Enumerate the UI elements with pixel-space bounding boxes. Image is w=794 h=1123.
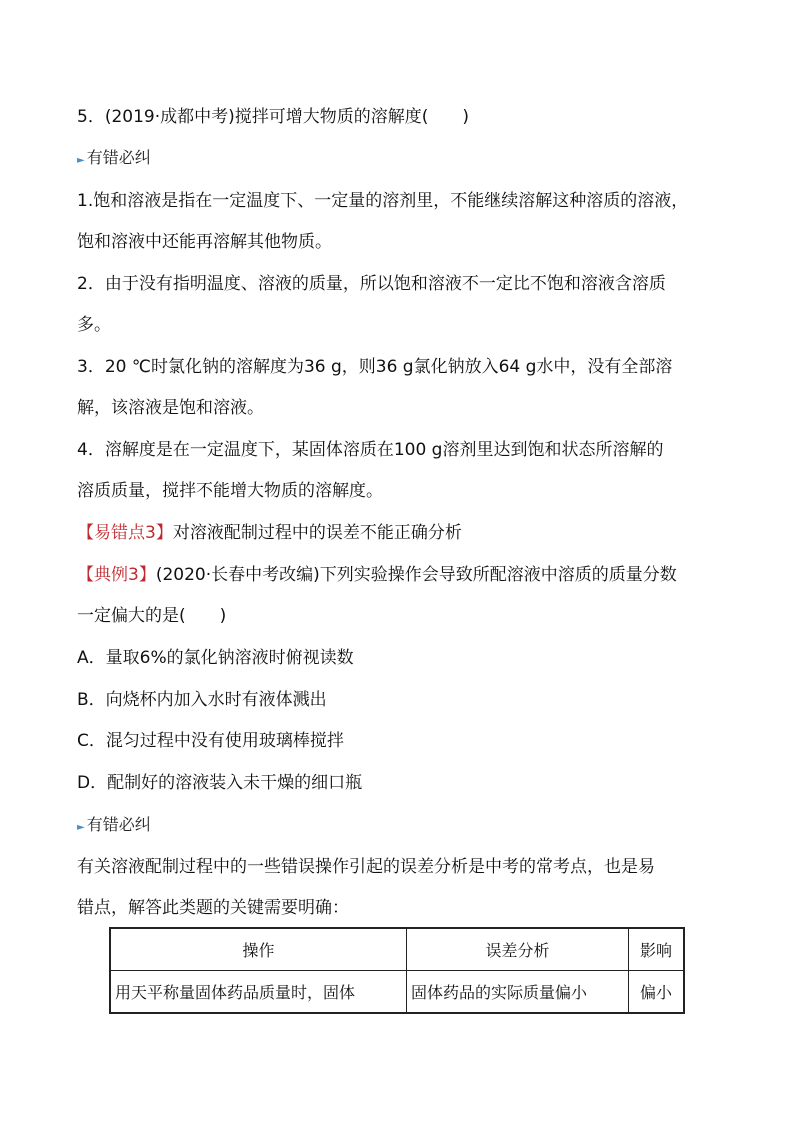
- note-line-4: 多。: [77, 315, 111, 335]
- header-effect: 影响: [629, 928, 685, 971]
- error-point-3: [77, 523, 727, 543]
- summary-line-2: 错点，解答此类题的关键需要明确：: [77, 898, 349, 918]
- option-d: D．配制好的溶液装入未干燥的细口瓶: [77, 773, 363, 793]
- note-line-8: 溶质质量，搅拌不能增大物质的溶解度。: [77, 481, 383, 501]
- note-line-6: 解，该溶液是饱和溶液。: [77, 398, 264, 418]
- note-line-5: 3．20 ℃时氯化钠的溶解度为36 g，则36 g氯化钠放入64 g水中，没有全部溶: [77, 357, 673, 377]
- option-a: A．量取6%的氯化钠溶液时俯视读数: [77, 648, 354, 668]
- note-line-7: 4．溶解度是在一定温度下，某固体溶质在100 g溶剂里达到饱和状态所溶解的: [77, 440, 664, 460]
- example-tag: 【典例3】: [77, 565, 156, 585]
- tip-icon: ►: [77, 822, 85, 833]
- error-point-text: 对溶液配制过程中的误差不能正确分析: [172, 523, 462, 543]
- table-header-row: [110, 928, 684, 971]
- option-b: B．向烧杯内加入水时有液体溅出: [77, 690, 327, 710]
- cell-effect: 偏小: [629, 971, 685, 1014]
- tip-label: 有错必纠: [86, 815, 151, 834]
- cell-analysis: 固体药品的实际质量偏小: [407, 971, 629, 1014]
- tip-heading-2: [77, 815, 727, 838]
- header-analysis: 误差分析: [407, 928, 629, 971]
- table-row: [110, 971, 684, 1014]
- example-3-line-2: 一定偏大的是( ): [77, 606, 227, 626]
- error-point-tag: 【易错点3】: [77, 523, 173, 543]
- summary-line-1: 有关溶液配制过程中的一些错误操作引起的误差分析是中考的常考点，也是易: [77, 857, 655, 877]
- note-line-1: 1.饱和溶液是指在一定温度下、一定量的溶剂里，不能继续溶解这种溶质的溶液，: [77, 191, 689, 211]
- example-3-line-1: [77, 565, 727, 585]
- question-5: 5．(2019·成都中考)搅拌可增大物质的溶解度( ): [77, 107, 470, 127]
- error-analysis-table: [109, 927, 685, 1014]
- cell-operation: 用天平称量固体药品质量时，固体: [110, 971, 407, 1014]
- tip-icon: ►: [77, 155, 85, 166]
- header-operation: 操作: [110, 928, 407, 971]
- example-text: (2020·长春中考改编)下列实验操作会导致所配溶液中溶质的质量分数: [155, 565, 677, 585]
- tip-heading: [77, 148, 727, 171]
- note-line-2: 饱和溶液中还能再溶解其他物质。: [77, 232, 332, 252]
- tip-label: 有错必纠: [86, 148, 151, 167]
- note-line-3: 2．由于没有指明温度、溶液的质量，所以饱和溶液不一定比不饱和溶液含溶质: [77, 274, 666, 294]
- option-c: C．混匀过程中没有使用玻璃棒搅拌: [77, 731, 344, 751]
